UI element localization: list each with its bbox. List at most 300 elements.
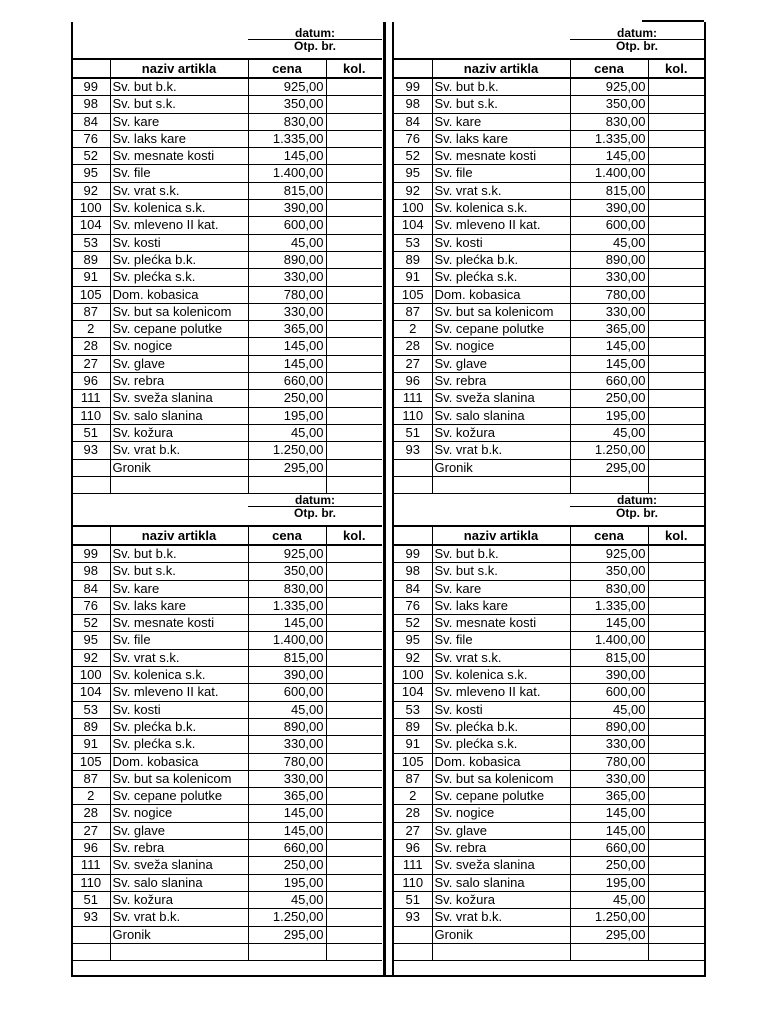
item-id: 92 — [394, 182, 432, 199]
item-id: 95 — [394, 632, 432, 649]
item-name: Sv. kosti — [432, 701, 570, 718]
item-price: 365,00 — [570, 321, 648, 338]
item-id: 111 — [394, 857, 432, 874]
item-name: Sv. rebra — [110, 373, 248, 390]
item-price: 330,00 — [248, 770, 326, 787]
table-row — [394, 545, 704, 563]
item-qty-cell[interactable] — [326, 667, 382, 684]
header-qty: kol. — [648, 526, 704, 545]
item-qty-cell[interactable] — [326, 113, 382, 130]
table-row — [394, 355, 704, 372]
item-qty-cell[interactable] — [648, 667, 704, 684]
item-id: 51 — [394, 424, 432, 441]
item-qty-cell[interactable] — [326, 632, 382, 649]
table-row — [394, 563, 704, 580]
table-row — [72, 424, 382, 441]
item-id: 87 — [394, 770, 432, 787]
table-row — [394, 459, 704, 476]
table-row — [394, 78, 704, 96]
header-id — [72, 59, 110, 78]
form-header — [72, 24, 382, 58]
item-price: 330,00 — [248, 303, 326, 320]
item-qty-cell[interactable] — [648, 822, 704, 839]
item-qty-cell[interactable] — [648, 321, 704, 338]
table-row — [394, 701, 704, 718]
table-row — [394, 909, 704, 926]
item-price: 45,00 — [570, 424, 648, 441]
item-name: Sv. mleveno II kat. — [432, 684, 570, 701]
table-row — [72, 321, 382, 338]
item-price: 1.250,00 — [570, 442, 648, 459]
item-qty-cell[interactable] — [326, 338, 382, 355]
item-qty-cell[interactable] — [648, 926, 704, 943]
item-id: 92 — [72, 649, 110, 666]
item-id: 104 — [394, 217, 432, 234]
item-qty-cell[interactable] — [648, 857, 704, 874]
table-row — [72, 597, 382, 614]
item-qty-cell[interactable] — [326, 684, 382, 701]
item-qty-cell[interactable] — [648, 684, 704, 701]
item-qty-cell[interactable] — [326, 78, 382, 96]
item-qty-cell[interactable] — [326, 753, 382, 770]
item-qty-cell[interactable] — [326, 805, 382, 822]
item-name: Sv. but b.k. — [432, 78, 570, 96]
item-id: 96 — [394, 373, 432, 390]
item-qty-cell[interactable] — [326, 251, 382, 268]
item-name — [432, 943, 570, 960]
table-row — [72, 78, 382, 96]
item-name: Sv. kožura — [432, 424, 570, 441]
item-name: Sv. vrat s.k. — [432, 182, 570, 199]
item-price: 365,00 — [248, 788, 326, 805]
item-qty-cell[interactable] — [326, 926, 382, 943]
item-qty-cell[interactable] — [326, 96, 382, 113]
item-qty-cell[interactable] — [326, 580, 382, 597]
item-name: Sv. cepane polutke — [432, 321, 570, 338]
item-qty-cell[interactable] — [326, 390, 382, 407]
item-id: 89 — [72, 718, 110, 735]
table-row — [394, 407, 704, 424]
item-name: Sv. rebra — [432, 373, 570, 390]
item-qty-cell[interactable] — [326, 355, 382, 372]
item-qty-cell[interactable] — [326, 943, 382, 960]
order-form-top-left — [72, 24, 382, 494]
item-id: 100 — [72, 667, 110, 684]
item-name: Sv. vrat b.k. — [110, 442, 248, 459]
item-id: 99 — [394, 545, 432, 563]
otp-label: Otp. br. — [248, 39, 382, 52]
item-price: 1.400,00 — [570, 165, 648, 182]
item-name: Sv. salo slanina — [432, 407, 570, 424]
item-price: 1.400,00 — [248, 165, 326, 182]
item-qty-cell[interactable] — [326, 840, 382, 857]
item-qty-cell[interactable] — [648, 78, 704, 96]
item-qty-cell[interactable] — [648, 718, 704, 735]
item-id: 84 — [394, 580, 432, 597]
item-id: 89 — [394, 718, 432, 735]
item-name: Sv. but s.k. — [110, 96, 248, 113]
item-qty-cell[interactable] — [648, 649, 704, 666]
item-price: 250,00 — [570, 390, 648, 407]
item-qty-cell[interactable] — [326, 545, 382, 563]
item-qty-cell[interactable] — [648, 96, 704, 113]
item-price: 250,00 — [248, 390, 326, 407]
item-id: 105 — [72, 286, 110, 303]
item-qty-cell[interactable] — [326, 373, 382, 390]
item-price: 45,00 — [248, 891, 326, 908]
table-row — [72, 217, 382, 234]
item-name: Sv. but sa kolenicom — [110, 303, 248, 320]
item-price: 1.335,00 — [248, 130, 326, 147]
item-id: 28 — [394, 338, 432, 355]
item-qty-cell[interactable] — [648, 200, 704, 217]
item-name: Sv. kolenica s.k. — [110, 667, 248, 684]
item-qty-cell[interactable] — [648, 580, 704, 597]
item-qty-cell[interactable] — [648, 442, 704, 459]
item-qty-cell[interactable] — [326, 321, 382, 338]
item-qty-cell[interactable] — [648, 753, 704, 770]
item-id: 110 — [72, 874, 110, 891]
item-id: 2 — [72, 788, 110, 805]
item-name: Sv. sveža slanina — [432, 390, 570, 407]
item-price: 890,00 — [570, 718, 648, 735]
item-name: Dom. kobasica — [110, 753, 248, 770]
item-price: 145,00 — [570, 805, 648, 822]
item-qty-cell[interactable] — [648, 632, 704, 649]
table-header-row — [394, 526, 704, 545]
header-name: naziv artikla — [110, 526, 248, 545]
item-name: Sv. mleveno II kat. — [110, 217, 248, 234]
item-qty-cell[interactable] — [326, 130, 382, 147]
table-row — [394, 840, 704, 857]
items-table — [72, 58, 382, 494]
item-qty-cell[interactable] — [648, 459, 704, 476]
item-name: Sv. kare — [432, 113, 570, 130]
item-id: 84 — [72, 580, 110, 597]
table-row — [72, 874, 382, 891]
header-name: naziv artikla — [432, 59, 570, 78]
item-name: Sv. vrat b.k. — [110, 909, 248, 926]
item-name: Sv. plećka s.k. — [432, 736, 570, 753]
item-qty-cell[interactable] — [648, 303, 704, 320]
table-row — [72, 130, 382, 147]
item-qty-cell[interactable] — [326, 148, 382, 165]
item-qty-cell[interactable] — [326, 200, 382, 217]
top-right-mark — [642, 20, 704, 22]
item-qty-cell[interactable] — [326, 736, 382, 753]
item-id: 99 — [72, 545, 110, 563]
item-qty-cell[interactable] — [326, 874, 382, 891]
item-qty-cell[interactable] — [648, 788, 704, 805]
datum-label: datum: — [295, 26, 335, 40]
item-id: 52 — [72, 615, 110, 632]
item-qty-cell[interactable] — [648, 701, 704, 718]
item-price: 365,00 — [570, 788, 648, 805]
table-row — [72, 286, 382, 303]
item-id: 96 — [394, 840, 432, 857]
item-qty-cell[interactable] — [326, 442, 382, 459]
table-row — [72, 148, 382, 165]
item-price: 600,00 — [570, 684, 648, 701]
table-row — [394, 597, 704, 614]
item-qty-cell[interactable] — [326, 182, 382, 199]
item-price: 195,00 — [248, 874, 326, 891]
item-id: 110 — [394, 874, 432, 891]
item-id: 100 — [72, 200, 110, 217]
item-price: 145,00 — [248, 148, 326, 165]
item-price: 390,00 — [248, 667, 326, 684]
otp-label: Otp. br. — [248, 506, 382, 519]
item-qty-cell[interactable] — [326, 286, 382, 303]
item-qty-cell[interactable] — [326, 788, 382, 805]
table-row — [72, 943, 382, 960]
item-price: 1.250,00 — [248, 909, 326, 926]
item-id: 2 — [394, 321, 432, 338]
table-row — [394, 130, 704, 147]
item-id — [394, 459, 432, 476]
item-price: 195,00 — [248, 407, 326, 424]
item-name: Sv. but sa kolenicom — [432, 770, 570, 787]
table-row — [394, 148, 704, 165]
item-qty-cell[interactable] — [326, 459, 382, 476]
item-qty-cell[interactable] — [326, 424, 382, 441]
table-row — [72, 753, 382, 770]
item-qty-cell[interactable] — [648, 286, 704, 303]
item-name: Sv. laks kare — [432, 130, 570, 147]
datum-label: datum: — [617, 26, 657, 40]
header-qty: kol. — [326, 59, 382, 78]
item-id: 51 — [72, 424, 110, 441]
item-qty-cell[interactable] — [648, 148, 704, 165]
item-qty-cell[interactable] — [326, 303, 382, 320]
item-name: Dom. kobasica — [110, 286, 248, 303]
item-qty-cell[interactable] — [326, 217, 382, 234]
item-id: 53 — [394, 234, 432, 251]
item-qty-cell[interactable] — [326, 701, 382, 718]
item-qty-cell[interactable] — [326, 615, 382, 632]
header-qty: kol. — [648, 59, 704, 78]
item-qty-cell[interactable] — [326, 822, 382, 839]
item-name: Sv. nogice — [432, 805, 570, 822]
datum-label: datum: — [295, 493, 335, 507]
table-row — [72, 580, 382, 597]
item-id: 53 — [72, 234, 110, 251]
table-row — [394, 286, 704, 303]
item-price: 295,00 — [248, 459, 326, 476]
item-qty-cell[interactable] — [648, 373, 704, 390]
item-name: Dom. kobasica — [432, 753, 570, 770]
center-divider — [383, 22, 386, 977]
item-price: 830,00 — [570, 580, 648, 597]
item-id — [394, 926, 432, 943]
item-qty-cell[interactable] — [648, 891, 704, 908]
item-qty-cell[interactable] — [326, 718, 382, 735]
item-qty-cell[interactable] — [648, 182, 704, 199]
item-qty-cell[interactable] — [648, 563, 704, 580]
header-name: naziv artikla — [110, 59, 248, 78]
table-row — [394, 822, 704, 839]
item-price: 350,00 — [248, 563, 326, 580]
item-name: Sv. cepane polutke — [110, 788, 248, 805]
left-border — [71, 22, 73, 977]
item-name: Sv. kolenica s.k. — [432, 667, 570, 684]
item-id: 76 — [394, 130, 432, 147]
item-price: 890,00 — [248, 718, 326, 735]
item-id: 110 — [394, 407, 432, 424]
item-price: 600,00 — [248, 217, 326, 234]
item-id: 93 — [394, 442, 432, 459]
item-id: 52 — [394, 148, 432, 165]
item-name: Sv. salo slanina — [110, 874, 248, 891]
item-name: Gronik — [110, 926, 248, 943]
item-id: 100 — [394, 667, 432, 684]
item-price: 295,00 — [570, 459, 648, 476]
item-id: 53 — [72, 701, 110, 718]
item-qty-cell[interactable] — [326, 597, 382, 614]
item-name: Sv. salo slanina — [110, 407, 248, 424]
item-qty-cell[interactable] — [648, 805, 704, 822]
item-qty-cell[interactable] — [648, 165, 704, 182]
table-header-row — [72, 526, 382, 545]
item-qty-cell[interactable] — [648, 545, 704, 563]
otp-label: Otp. br. — [570, 506, 704, 519]
table-row — [394, 943, 704, 960]
item-name: Gronik — [432, 459, 570, 476]
item-qty-cell[interactable] — [326, 770, 382, 787]
item-price: 330,00 — [570, 736, 648, 753]
item-qty-cell[interactable] — [648, 874, 704, 891]
item-qty-cell[interactable] — [326, 649, 382, 666]
item-id: 93 — [394, 909, 432, 926]
item-qty-cell[interactable] — [648, 597, 704, 614]
item-name: Sv. mesnate kosti — [432, 615, 570, 632]
item-qty-cell[interactable] — [648, 269, 704, 286]
item-name: Sv. kožura — [110, 891, 248, 908]
header-price: cena — [570, 526, 648, 545]
item-qty-cell[interactable] — [326, 891, 382, 908]
item-id: 92 — [72, 182, 110, 199]
item-id: 92 — [394, 649, 432, 666]
bottom-border — [72, 975, 706, 977]
item-id: 95 — [394, 165, 432, 182]
item-qty-cell[interactable] — [648, 251, 704, 268]
item-price — [248, 943, 326, 960]
item-name: Sv. plećka b.k. — [432, 718, 570, 735]
item-name: Sv. but b.k. — [432, 545, 570, 563]
table-row — [394, 234, 704, 251]
item-price: 925,00 — [570, 78, 648, 96]
item-id: 104 — [394, 684, 432, 701]
item-qty-cell[interactable] — [648, 615, 704, 632]
item-price: 145,00 — [570, 355, 648, 372]
item-price: 195,00 — [570, 407, 648, 424]
item-name: Sv. vrat s.k. — [110, 649, 248, 666]
item-qty-cell[interactable] — [648, 234, 704, 251]
item-name: Sv. glave — [432, 355, 570, 372]
item-name: Sv. kosti — [110, 701, 248, 718]
item-qty-cell[interactable] — [648, 736, 704, 753]
item-price: 815,00 — [248, 182, 326, 199]
item-qty-cell[interactable] — [326, 269, 382, 286]
item-qty-cell[interactable] — [326, 165, 382, 182]
item-qty-cell[interactable] — [648, 840, 704, 857]
item-id: 27 — [394, 822, 432, 839]
item-name: Sv. sveža slanina — [110, 390, 248, 407]
item-price: 780,00 — [248, 753, 326, 770]
item-price: 830,00 — [570, 113, 648, 130]
item-price: 330,00 — [570, 269, 648, 286]
table-row — [72, 373, 382, 390]
header-price: cena — [248, 526, 326, 545]
item-qty-cell[interactable] — [326, 234, 382, 251]
order-form-top-right — [394, 24, 704, 494]
item-qty-cell[interactable] — [648, 217, 704, 234]
item-name: Sv. kosti — [432, 234, 570, 251]
item-id: 111 — [72, 390, 110, 407]
item-qty-cell[interactable] — [648, 355, 704, 372]
item-name: Sv. plećka b.k. — [110, 251, 248, 268]
item-id: 98 — [394, 563, 432, 580]
item-name: Sv. kolenica s.k. — [432, 200, 570, 217]
item-name: Sv. rebra — [432, 840, 570, 857]
table-row — [72, 545, 382, 563]
table-row — [394, 200, 704, 217]
item-id: 2 — [72, 321, 110, 338]
item-qty-cell[interactable] — [326, 407, 382, 424]
table-row — [394, 857, 704, 874]
item-qty-cell[interactable] — [648, 113, 704, 130]
table-row — [72, 805, 382, 822]
item-name: Sv. cepane polutke — [110, 321, 248, 338]
item-qty-cell[interactable] — [648, 424, 704, 441]
item-name: Sv. kare — [110, 580, 248, 597]
item-qty-cell[interactable] — [648, 943, 704, 960]
header-id — [72, 526, 110, 545]
item-qty-cell[interactable] — [648, 407, 704, 424]
item-id: 104 — [72, 217, 110, 234]
item-name: Sv. kare — [110, 113, 248, 130]
table-row — [394, 926, 704, 943]
item-name: Sv. mleveno II kat. — [110, 684, 248, 701]
item-id: 93 — [72, 909, 110, 926]
item-qty-cell[interactable] — [648, 909, 704, 926]
item-qty-cell[interactable] — [648, 130, 704, 147]
item-qty-cell[interactable] — [326, 909, 382, 926]
item-id: 105 — [394, 753, 432, 770]
item-price: 660,00 — [570, 373, 648, 390]
item-qty-cell[interactable] — [326, 857, 382, 874]
item-name: Sv. kožura — [432, 891, 570, 908]
item-qty-cell[interactable] — [648, 338, 704, 355]
item-name: Sv. nogice — [110, 805, 248, 822]
item-name: Sv. kosti — [110, 234, 248, 251]
table-row — [394, 251, 704, 268]
item-id: 95 — [72, 632, 110, 649]
item-price: 330,00 — [248, 736, 326, 753]
item-qty-cell[interactable] — [648, 770, 704, 787]
table-header-row — [72, 59, 382, 78]
item-price: 145,00 — [570, 615, 648, 632]
item-qty-cell[interactable] — [648, 390, 704, 407]
item-id: 87 — [72, 303, 110, 320]
item-name: Sv. cepane polutke — [432, 788, 570, 805]
item-price: 45,00 — [570, 701, 648, 718]
item-qty-cell[interactable] — [326, 563, 382, 580]
item-name — [110, 943, 248, 960]
item-name: Sv. laks kare — [110, 130, 248, 147]
items-table — [394, 525, 704, 961]
item-name: Sv. mesnate kosti — [432, 148, 570, 165]
